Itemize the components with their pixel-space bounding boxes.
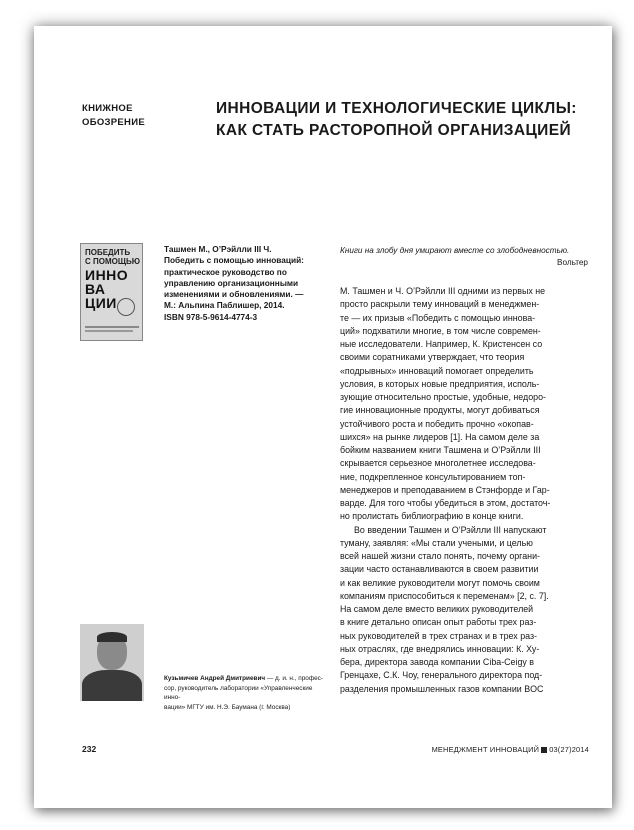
body-line: ние, подкрепленное консультированием топ-: [340, 471, 526, 482]
author-photo-hair: [97, 632, 127, 642]
page-number: 232: [82, 744, 97, 754]
body-line: гие инновационные продукты, могут добиваться: [340, 405, 540, 416]
cover-line: ЦИИ: [85, 295, 117, 311]
author-bio-text: вации» МГТУ им. Н.Э. Баумана (г. Москва): [164, 703, 291, 711]
body-line: «подрывных» инноваций помогает определить: [340, 365, 534, 376]
author-bio: [164, 674, 324, 712]
book-reference: [164, 244, 314, 323]
paragraph: [340, 524, 590, 696]
section-label-line: ОБОЗРЕНИЕ: [82, 117, 145, 128]
author-photo-torso: [82, 670, 142, 701]
epigraph: [340, 245, 588, 269]
body-line: просто раскрыли тему инноваций в менеджмен-: [340, 299, 540, 310]
body-line: туману, заявляя: «Мы стали учеными, и целью: [340, 537, 533, 548]
book-reference-line: М.: Альпина Паблишер, 2014.: [164, 300, 285, 311]
body-line: и как великие руководители могут помочь своим: [340, 577, 540, 588]
body-line: бера, директора завода компании Ciba-Ceigy в: [340, 657, 535, 667]
body-line: Гренцахе, С.К. Чоу, генерального директора под-: [340, 670, 543, 681]
body-line: На самом деле вместо великих руководителей: [340, 604, 534, 614]
book-reference-line: ISBN 978-5-9614-4774-3: [164, 311, 258, 322]
epigraph-quote: Книги на злобу дня умирают вместе со злободневностью.: [340, 246, 570, 255]
body-line: те — их призыв «Победить с помощью иннова-: [340, 312, 536, 323]
body-line: в книге детально описан опыт работы трех раз-: [340, 617, 537, 628]
body-line: но пролистать библиографию в конце книги.: [340, 511, 524, 522]
title-line: ИННОВАЦИИ И ТЕХНОЛОГИЧЕСКИЕ ЦИКЛЫ:: [216, 100, 577, 117]
body-line: ций» подхватили многие, в том числе современ-: [340, 325, 541, 336]
epigraph-author: Вольтер: [556, 258, 588, 267]
book-reference-line: Ташмен М., О’Рэйлли III Ч.: [164, 244, 272, 254]
cover-line: С ПОМОЩЬЮ: [85, 257, 141, 266]
author-bio-text: сор, руководитель лаборатории «Управленческие инно-: [164, 684, 313, 701]
book-reference-line: практическое руководство по: [164, 266, 287, 277]
body-line: компаниям приспособиться к переменам» [2, с. 7].: [340, 590, 549, 601]
article-body: [340, 285, 590, 696]
body-line: зации часто останавливаются в своем развитии: [340, 564, 539, 575]
body-line: разделения промышленных газов компании BOC: [340, 683, 544, 694]
body-line: всей нашей жизни стало понять, почему органи-: [340, 551, 540, 561]
section-label: [82, 102, 145, 130]
journal-name: МЕНЕДЖМЕНТ ИННОВАЦИЙ: [431, 745, 540, 754]
book-reference-line: изменениями и обновлениями. —: [164, 289, 304, 300]
body-line: ные исследователи. Например, К. Кристенсен со: [340, 339, 543, 349]
body-line: ных руководителей в трех странах и в трех раз-: [340, 630, 537, 641]
journal-footer: [432, 745, 589, 754]
section-label-line: КНИЖНОЕ: [82, 103, 133, 114]
author-photo: [80, 624, 144, 701]
cover-line: ИННО: [85, 267, 129, 283]
square-separator-icon: [541, 747, 547, 753]
journal-issue: 03(27)2014: [549, 745, 589, 754]
body-line: шихся» на рынке лидеров [1]. На самом деле за: [340, 431, 540, 442]
body-line: варде. Для того чтобы убедиться в этом, достаточ-: [340, 498, 551, 508]
lightbulb-icon: [117, 298, 135, 316]
author-name: Кузьмичев Андрей Дмитриевич: [164, 675, 266, 682]
author-bio-text: — д. и. н., профес-: [265, 675, 323, 682]
body-line: Во введении Ташмен и О’Рэйлли III напускают: [354, 524, 547, 535]
cover-line: ПОБЕДИТЬ: [85, 248, 131, 257]
body-line: зующие относительно простые, удобные, недоро-: [340, 392, 546, 402]
paragraph: [340, 285, 590, 524]
body-line: М. Ташмен и Ч. О’Рэйлли III одними из первых не: [340, 286, 546, 296]
body-line: менеджеров и преподаванием в Стэнфорде и Гар-: [340, 484, 550, 495]
cover-text: [85, 248, 140, 266]
body-line: устойчивого роста и победить прочно «окопав-: [340, 418, 534, 429]
body-line: условия, в которых новые предприятия, исполь-: [340, 378, 540, 389]
body-line: своими соратниками утверждает, что теория: [340, 352, 525, 363]
cover-line: ВА: [85, 281, 106, 297]
body-line: ных отраслях, где внедрялись инновации: К. Ху-: [340, 643, 540, 654]
body-line: бойким названием книги Ташмена и О’Рэйлли III: [340, 445, 541, 455]
book-cover-image: [80, 243, 143, 341]
book-reference-line: управлению организационными: [164, 277, 299, 288]
body-line: скрывается серьезное многолетнее исследова-: [340, 458, 536, 469]
title-line: КАК СТАТЬ РАСТОРОПНОЙ ОРГАНИЗАЦИЕЙ: [216, 122, 571, 139]
cover-fine-print: [85, 326, 139, 328]
cover-fine-print: [85, 330, 133, 332]
book-reference-line: Победить с помощью инноваций:: [164, 255, 304, 266]
article-title: [216, 98, 577, 142]
